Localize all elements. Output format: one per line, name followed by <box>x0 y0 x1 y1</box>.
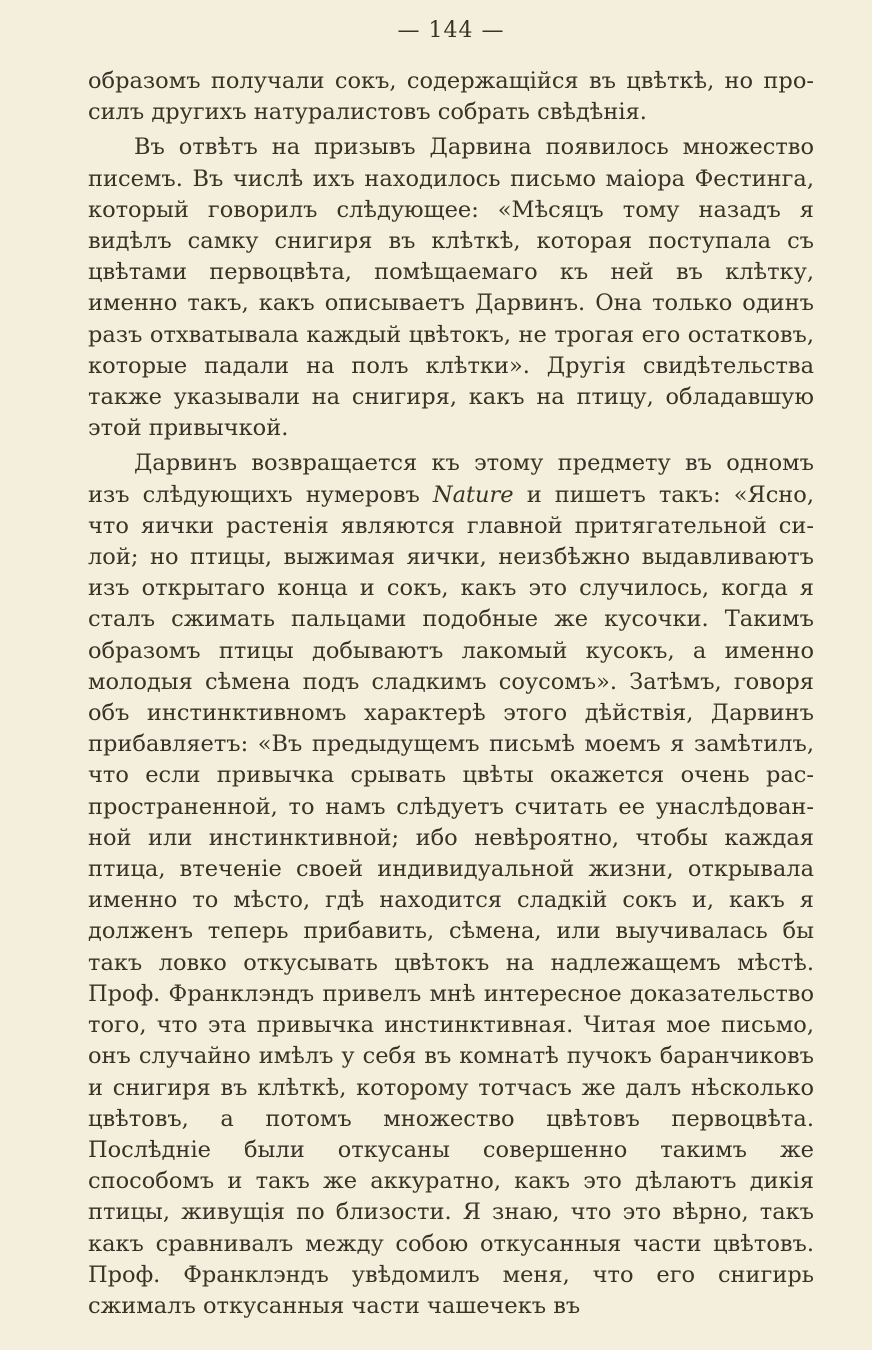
paragraph-text-after-journal: и пишетъ такъ: «Ясно, что яички растенія являются главной притягательной силой; но птицы, выжимая яички, неизбѣжно выдавливаютъ изъ открытаго конца и сокъ, какъ это случилось, когда я сталъ сжимать пальцами подобные же кусочки. Такимъ образомъ птицы добываютъ лакомый кусокъ, а именно молодыя сѣмена подъ сладкимъ соусомъ». Затѣмъ, говоря объ инстинктивномъ характерѣ этого дѣйствія, Дарвинъ прибавляетъ: «Въ предыдущемъ письмѣ моемъ я замѣтилъ, что если привычка срывать цвѣты окажется очень распространенной, то намъ слѣдуетъ считать ее унаслѣдованной или инстинктивной; ибо невѣроятно, чтобы каждая птица, втеченіе своей индивидуальной жизни, открывала именно то мѣсто, гдѣ находится сладкій сокъ и, какъ я долженъ теперь прибавить, сѣмена, или выучивалась бы такъ ловко откусывать цвѣтокъ на надлежащемъ мѣстѣ. Проф. Франклэндъ привелъ мнѣ интересное доказательство того, что эта привычка инстинктивная. Читая мое письмо, онъ случайно имѣлъ у себя въ комнатѣ пучокъ баранчиковъ и снигиря въ клѣткѣ, которому тотчасъ же далъ нѣсколько цвѣтовъ, а потомъ множество цвѣтовъ первоцвѣта. Послѣдніе были откусаны совершенно такимъ же способомъ и такъ же аккуратно, какъ это дѣлаютъ дикія птицы, живущія по близости. Я знаю, что это вѣрно, такъ какъ сравнивалъ между собою откусанныя части цвѣтовъ. Проф. Франклэндъ увѣдомилъ меня, что его снигирь сжималъ откусанныя части чашечекъ въ <box>88 481 814 1319</box>
journal-title-nature: Nature <box>432 481 514 508</box>
paragraph-letters-to-darwin: Въ отвѣтъ на призывъ Дарвина появилось множество писемъ. Въ числѣ ихъ находилось письмо маіора Фестинга, который говорилъ слѣдующее: «Мѣсяцъ тому назадъ я видѣлъ самку снигиря въ клѣткѣ, которая поступала съ цвѣтами первоцвѣта, помѣщаемаго къ ней въ клѣтку, именно такъ, какъ описываетъ Дарвинъ. Она только одинъ разъ отхватывала каждый цвѣтокъ, не трогая его остатковъ, которые падали на полъ клѣтки». Другія свидѣтельства также указывали на снигиря, какъ на птицу, обладавшую этой привычкой. <box>88 134 814 442</box>
body-text <box>88 66 814 1322</box>
page-number: — 144 — <box>397 18 505 43</box>
paragraph-darwin-nature-letter <box>88 448 814 1322</box>
paragraph-text-before-journal: Дарвинъ возвращается къ этому предмету въ одномъ изъ слѣдующихъ нумеровъ <box>88 450 814 508</box>
paragraph-continuation: образомъ получали сокъ, содержащійся въ цвѣткѣ, но просилъ другихъ натуралистовъ собрать свѣдѣнія. <box>88 68 814 126</box>
